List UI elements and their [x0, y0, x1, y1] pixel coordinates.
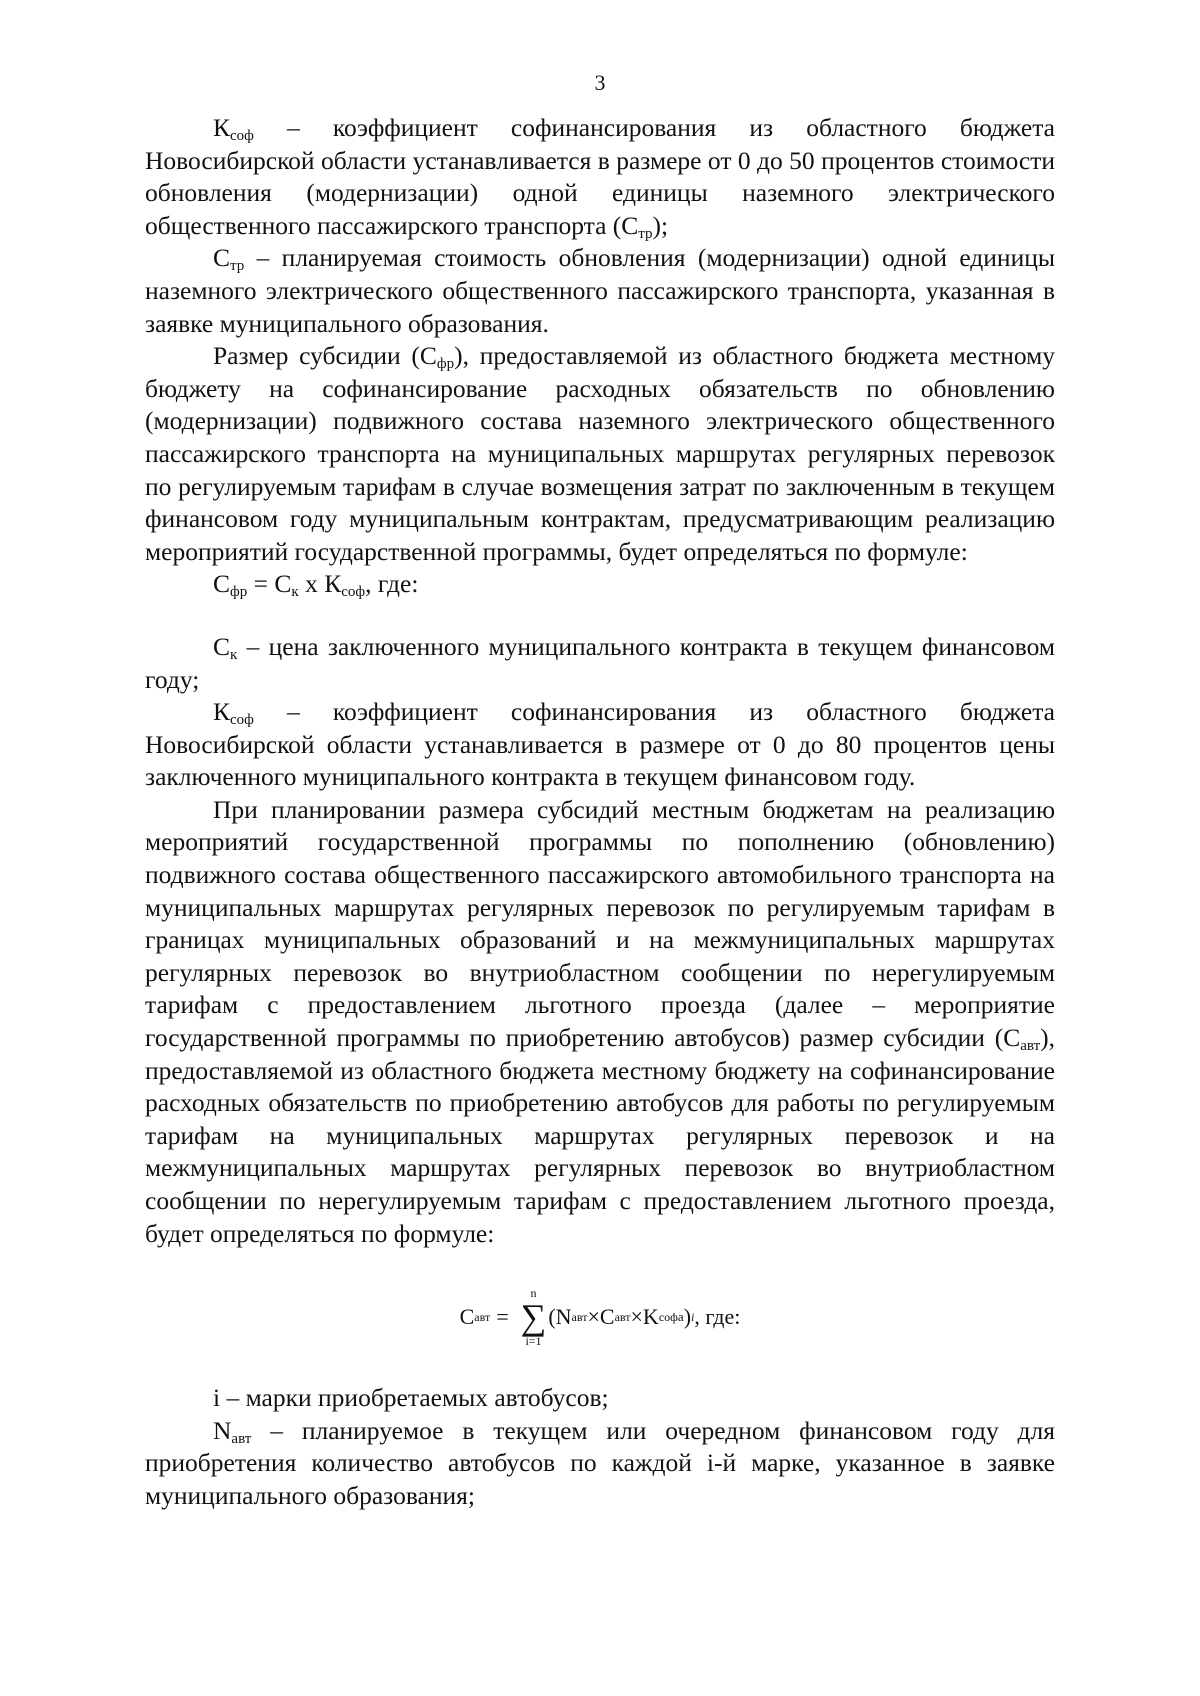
- formula-cfr: $С_{фр} = С_к$ х $К_{соф}$, где:: [213, 569, 419, 601]
- sigma-icon: n ∑ i=1: [520, 1286, 547, 1349]
- paragraph-ksof-definition-2: $К_{соф}$ – коэффициент софинансирования из областного бюджета Новосибирской области устанавливается в размере от 0 до 80 процентов цены заключенного муниципального контракта в текущем финансовом году.: [145, 697, 1055, 792]
- paragraph-ctr-definition: $С_{тр}$ – планируемая стоимость обновления (модернизации) одной единицы наземного электрического общественного пассажирского транспорта, указанная в заявке муниципального образования.: [145, 243, 1055, 338]
- document-body: [145, 112, 1055, 1513]
- paragraph-subsidy-cfr: Размер субсидии $(С_{фр})$, предоставляемой из областного бюджета местному бюджету на софинансирование расходных обязательств по обновлению (модернизации) подвижного состава наземного электрического общественного пассажирского транспорта на муниципальных маршрутах регулярных перевозок по регулируемым тарифам в случае возмещения затрат по заключенным в текущем финансовом году муниципальным контрактам, предусматривающим реализацию мероприятий государственной программы, будет определяться по формуле:: [145, 341, 1055, 566]
- formula-cavt: C авт = n ∑ i=1 (N авт ×C авт ×K соф а ) i , где:: [459, 1286, 741, 1349]
- paragraph-ck-definition: $С_к$ – цена заключенного муниципального контракта в текущем финансовом году;: [145, 631, 1055, 694]
- paragraph-navt-definition: $N_{авт}$ – планируемое в текущем или очередном финансовом году для приобретения количество автобусов по каждой i-й марке, указанное в заявке муниципального образования;: [145, 1415, 1055, 1510]
- paragraph-ksof-definition-1: $К_{соф}$ – коэффициент софинансирования из областного бюджета Новосибирской области устанавливается в размере от 0 до 50 процентов стоимости обновления (модернизации) одной единицы наземного электрического общественного пассажирского транспорта $(С_{тр})$;: [145, 113, 1055, 242]
- page-number: 3: [594, 70, 606, 95]
- paragraph-i-definition: i – марки приобретаемых автобусов;: [213, 1383, 609, 1413]
- paragraph-bus-subsidy: При планировании размера субсидий местным бюджетам на реализацию мероприятий государственной программы по пополнению (обновлению) подвижного состава общественного пассажирского автомобильного транспорта на муниципальных маршрутах регулярных перевозок по регулируемым тарифам в границах муниципальных образований и на межмуниципальных маршрутах регулярных перевозок во внутриобластном сообщении по нерегулируемым тарифам с предоставлением льготного проезда (далее – мероприятие государственной программы по приобретению автобусов) размер субсидии $(С_{авт})$, предоставляемой из областного бюджета местному бюджету на софинансирование расходных обязательств по приобретению автобусов для работы по регулируемым тарифам на муниципальных маршрутах регулярных перевозок и на межмуниципальных маршрутах регулярных перевозок во внутриобластном сообщении по нерегулируемым тарифам с предоставлением льготного проезда, будет определяться по формуле:: [145, 794, 1055, 1248]
